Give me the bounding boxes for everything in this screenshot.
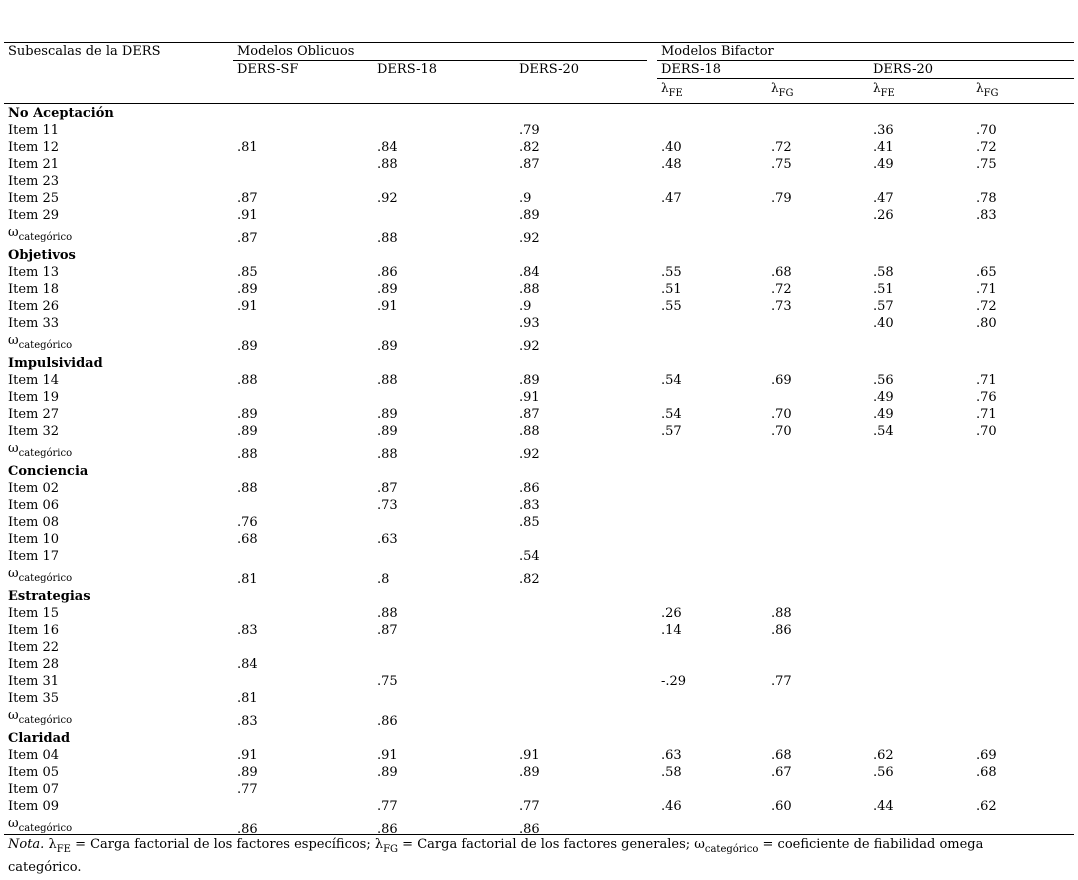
table-cell: .26 <box>661 606 682 621</box>
note-omega-sub: categórico <box>704 844 759 855</box>
item-label: Item 12 <box>8 140 60 155</box>
section-header-row <box>4 105 1074 122</box>
note-fg-text: = Carga factorial de los factores generales; <box>398 837 695 852</box>
table-cell: .75 <box>771 157 792 172</box>
table-cell: .70 <box>771 424 792 439</box>
table-cell: .41 <box>873 140 894 155</box>
table-cell: .88 <box>377 606 398 621</box>
table-cell: .67 <box>771 765 792 780</box>
omega-value: .92 <box>519 231 540 246</box>
table-cell: .89 <box>237 407 258 422</box>
item-label: Item 08 <box>8 515 60 530</box>
table-cell: .84 <box>377 140 398 155</box>
item-label: Item 25 <box>8 191 60 206</box>
table-row <box>4 156 1074 173</box>
table-cell: .47 <box>661 191 682 206</box>
table-cell: .83 <box>519 498 540 513</box>
table-cell: .76 <box>237 515 258 530</box>
item-label: Item 35 <box>8 691 60 706</box>
table-cell: .40 <box>873 316 894 331</box>
lambda-fe-20: $\lambda_{FE}$ <box>873 81 895 99</box>
note-lambda-fg: λ <box>374 837 384 852</box>
table-cell: .79 <box>519 123 540 138</box>
table-row <box>4 673 1074 690</box>
omega-label <box>8 707 72 725</box>
omega-sub: categórico <box>18 823 73 834</box>
table-cell: .89 <box>519 208 540 223</box>
omega-label <box>8 565 72 583</box>
omega-value: .86 <box>519 822 540 837</box>
section-title: Objetivos <box>8 248 76 263</box>
table-cell: .75 <box>377 674 398 689</box>
omega-sub: categórico <box>18 715 73 726</box>
table-row <box>4 264 1074 281</box>
section-title: Claridad <box>8 731 71 746</box>
table-cell: .77 <box>377 799 398 814</box>
bf-ders20-header: DERS-20 <box>873 62 934 77</box>
item-label: Item 07 <box>8 782 60 797</box>
table-cell: .72 <box>771 140 792 155</box>
omega-value: .82 <box>519 572 540 587</box>
table-cell: .77 <box>519 799 540 814</box>
lambda-fg-18: $\lambda_{FG}$ <box>771 81 794 99</box>
table-cell: .91 <box>377 748 398 763</box>
item-label: Item 06 <box>8 498 60 513</box>
omega-symbol: ω <box>8 225 19 240</box>
item-label: Item 22 <box>8 640 60 655</box>
table-cell: .49 <box>873 390 894 405</box>
table-row <box>4 798 1074 815</box>
table-cell: .87 <box>519 407 540 422</box>
ders18-header: DERS-18 <box>377 62 438 77</box>
omega-sub: categórico <box>18 340 73 351</box>
table-row <box>4 690 1074 707</box>
table-cell: .68 <box>771 265 792 280</box>
table-cell: .58 <box>661 765 682 780</box>
lambda-fe-18: $\lambda_{FE}$ <box>661 81 683 99</box>
table-cell: .56 <box>873 373 894 388</box>
table-cell: .54 <box>661 373 682 388</box>
item-label: Item 19 <box>8 390 60 405</box>
ders-sf-header: DERS-SF <box>237 62 299 77</box>
table-cell: .65 <box>976 265 997 280</box>
omega-value: .81 <box>237 572 258 587</box>
omega-symbol: ω <box>8 333 19 348</box>
table-row <box>4 514 1074 531</box>
header-bottom-rule <box>4 103 1074 104</box>
table-cell: .88 <box>237 373 258 388</box>
table-cell: .89 <box>377 765 398 780</box>
table-cell: .81 <box>237 691 258 706</box>
table-row <box>4 781 1074 798</box>
table-cell: .49 <box>873 407 894 422</box>
table-row <box>4 315 1074 332</box>
section-header-row <box>4 247 1074 264</box>
item-label: Item 31 <box>8 674 60 689</box>
table-row <box>4 207 1074 224</box>
note-label: Nota. <box>8 837 45 852</box>
note-fe-text: = Carga factorial de los factores específicos; <box>70 837 375 852</box>
table-cell: .58 <box>873 265 894 280</box>
omega-row <box>4 565 1074 588</box>
table-cell: .91 <box>237 208 258 223</box>
omega-value: .89 <box>377 339 398 354</box>
table-row <box>4 639 1074 656</box>
table-cell: .72 <box>976 299 997 314</box>
table-cell: .89 <box>237 424 258 439</box>
table-cell: .89 <box>237 282 258 297</box>
table-cell: .87 <box>377 481 398 496</box>
bf-ders18-header: DERS-18 <box>661 62 722 77</box>
table-cell: .92 <box>377 191 398 206</box>
note-omega: ω <box>694 837 705 852</box>
item-label: Item 15 <box>8 606 60 621</box>
table-cell: .87 <box>519 157 540 172</box>
col-subscales-header: Subescalas de la DERS <box>8 44 161 59</box>
table-row <box>4 173 1074 190</box>
omega-value: .88 <box>377 231 398 246</box>
section-title: Conciencia <box>8 464 89 479</box>
table-cell: .77 <box>771 674 792 689</box>
table-cell: .88 <box>771 606 792 621</box>
table-cell: .91 <box>237 299 258 314</box>
table-cell: .46 <box>661 799 682 814</box>
omega-label <box>8 815 72 833</box>
table-cell: .40 <box>661 140 682 155</box>
oblique-models-header: Modelos Oblicuos <box>237 44 355 59</box>
table-cell: .81 <box>237 140 258 155</box>
item-label: Item 33 <box>8 316 60 331</box>
table-row <box>4 531 1074 548</box>
item-label: Item 18 <box>8 282 60 297</box>
table-cell: .79 <box>771 191 792 206</box>
note-lambda-fe: λ <box>48 837 57 852</box>
table-cell: .56 <box>873 765 894 780</box>
item-label: Item 32 <box>8 424 60 439</box>
item-label: Item 21 <box>8 157 60 172</box>
note-omega-text: = coeficiente de fiabilidad omega <box>758 837 984 852</box>
table-cell: .54 <box>661 407 682 422</box>
table-cell: .84 <box>237 657 258 672</box>
item-label: Item 23 <box>8 174 60 189</box>
table-cell: .62 <box>873 748 894 763</box>
table-cell: .62 <box>976 799 997 814</box>
table-body <box>4 105 1074 838</box>
table-row <box>4 122 1074 139</box>
note-fe-sub: FE <box>56 844 71 855</box>
ders20-header: DERS-20 <box>519 62 580 77</box>
table-cell: .86 <box>377 265 398 280</box>
table-cell: -.29 <box>661 674 687 689</box>
table-cell: .91 <box>237 748 258 763</box>
table-cell: .78 <box>976 191 997 206</box>
section-title: Impulsividad <box>8 356 103 371</box>
table-cell: .89 <box>377 407 398 422</box>
table-cell: .55 <box>661 265 682 280</box>
table-row <box>4 389 1074 406</box>
table-cell: .69 <box>771 373 792 388</box>
table-row <box>4 548 1074 565</box>
item-label: Item 09 <box>8 799 60 814</box>
item-label: Item 28 <box>8 657 60 672</box>
table-cell: .44 <box>873 799 894 814</box>
item-label: Item 14 <box>8 373 60 388</box>
omega-value: .88 <box>237 447 258 462</box>
table-cell: .48 <box>661 157 682 172</box>
item-label: Item 29 <box>8 208 60 223</box>
table-cell: .91 <box>519 390 540 405</box>
table-cell: .68 <box>237 532 258 547</box>
table-cell: .88 <box>237 481 258 496</box>
table-cell: .89 <box>377 282 398 297</box>
table-cell: .88 <box>519 282 540 297</box>
table-cell: .89 <box>377 424 398 439</box>
omega-value: .86 <box>237 822 258 837</box>
item-label: Item 13 <box>8 265 60 280</box>
item-label: Item 26 <box>8 299 60 314</box>
table-cell: .86 <box>771 623 792 638</box>
table-cell: .72 <box>976 140 997 155</box>
table-cell: .70 <box>976 123 997 138</box>
table-row <box>4 406 1074 423</box>
table-cell: .77 <box>237 782 258 797</box>
table-cell: .71 <box>976 373 997 388</box>
omega-symbol: ω <box>8 708 19 723</box>
table-cell: .85 <box>519 515 540 530</box>
table-cell: .71 <box>976 282 997 297</box>
table-cell: .54 <box>873 424 894 439</box>
ders-table <box>4 42 1074 838</box>
table-header <box>4 42 1074 105</box>
item-label: Item 10 <box>8 532 60 547</box>
section-header-row <box>4 355 1074 372</box>
omega-value: .86 <box>377 822 398 837</box>
table-note <box>8 834 1008 879</box>
table-row <box>4 372 1074 389</box>
table-row <box>4 764 1074 781</box>
item-label: Item 27 <box>8 407 60 422</box>
table-cell: .91 <box>377 299 398 314</box>
note-fg-sub: FG <box>383 844 399 855</box>
table-cell: .54 <box>519 549 540 564</box>
omega-value: .86 <box>377 714 398 729</box>
table-row <box>4 190 1074 207</box>
bifactor-models-header: Modelos Bifactor <box>661 44 774 59</box>
table-cell: .73 <box>377 498 398 513</box>
omega-value: .89 <box>237 339 258 354</box>
table-cell: .75 <box>976 157 997 172</box>
item-label: Item 16 <box>8 623 60 638</box>
omega-label <box>8 224 72 242</box>
table-cell: .26 <box>873 208 894 223</box>
table-cell: .47 <box>873 191 894 206</box>
omega-value: .92 <box>519 339 540 354</box>
table-cell: .76 <box>976 390 997 405</box>
table-cell: .63 <box>377 532 398 547</box>
table-cell: .51 <box>873 282 894 297</box>
table-cell: .91 <box>519 748 540 763</box>
table-cell: .88 <box>377 157 398 172</box>
table-cell: .88 <box>519 424 540 439</box>
table-row <box>4 281 1074 298</box>
section-title: Estrategias <box>8 589 91 604</box>
subheader-rule <box>657 78 1074 79</box>
table-cell: .60 <box>771 799 792 814</box>
omega-row <box>4 440 1074 463</box>
table-row <box>4 423 1074 440</box>
table-row <box>4 656 1074 673</box>
section-header-row <box>4 730 1074 747</box>
table-cell: .68 <box>771 748 792 763</box>
table-cell: .82 <box>519 140 540 155</box>
omega-value: .92 <box>519 447 540 462</box>
table-row <box>4 298 1074 315</box>
omega-row <box>4 224 1074 247</box>
table-cell: .83 <box>237 623 258 638</box>
table-cell: .73 <box>771 299 792 314</box>
table-cell: .85 <box>237 265 258 280</box>
item-label: Item 17 <box>8 549 60 564</box>
table-cell: .57 <box>873 299 894 314</box>
item-label: Item 11 <box>8 123 60 138</box>
table-cell: .63 <box>661 748 682 763</box>
table-cell: .87 <box>377 623 398 638</box>
table-cell: .86 <box>519 481 540 496</box>
omega-row <box>4 707 1074 730</box>
table-cell: .87 <box>237 191 258 206</box>
omega-value: .83 <box>237 714 258 729</box>
table-cell: .70 <box>976 424 997 439</box>
table-cell: .93 <box>519 316 540 331</box>
table-cell: .49 <box>873 157 894 172</box>
table-cell: .36 <box>873 123 894 138</box>
note-line2: categórico. <box>8 860 82 875</box>
table-row <box>4 747 1074 764</box>
table-cell: .51 <box>661 282 682 297</box>
omega-value: .8 <box>377 572 390 587</box>
table-cell: .80 <box>976 316 997 331</box>
table-row <box>4 497 1074 514</box>
table-row <box>4 605 1074 622</box>
omega-label <box>8 440 72 458</box>
table-cell: .70 <box>771 407 792 422</box>
table-cell: .9 <box>519 191 532 206</box>
table-cell: .71 <box>976 407 997 422</box>
omega-value: .88 <box>377 447 398 462</box>
section-title: No Aceptación <box>8 106 114 121</box>
item-label: Item 02 <box>8 481 60 496</box>
table-row <box>4 622 1074 639</box>
table-cell: .57 <box>661 424 682 439</box>
section-header-row <box>4 463 1074 480</box>
table-cell: .55 <box>661 299 682 314</box>
omega-symbol: ω <box>8 566 19 581</box>
table-cell: .72 <box>771 282 792 297</box>
item-label: Item 05 <box>8 765 60 780</box>
omega-sub: categórico <box>18 232 73 243</box>
omega-sub: categórico <box>18 573 73 584</box>
table-cell: .69 <box>976 748 997 763</box>
table-cell: .68 <box>976 765 997 780</box>
lambda-fg-20: $\lambda_{FG}$ <box>976 81 999 99</box>
section-header-row <box>4 588 1074 605</box>
table-row <box>4 480 1074 497</box>
table-cell: .89 <box>237 765 258 780</box>
omega-sub: categórico <box>18 448 73 459</box>
table-cell: .89 <box>519 765 540 780</box>
item-label: Item 04 <box>8 748 60 763</box>
table-cell: .14 <box>661 623 682 638</box>
table-row <box>4 139 1074 156</box>
table-cell: .9 <box>519 299 532 314</box>
omega-row <box>4 332 1074 355</box>
omega-label <box>8 332 72 350</box>
table-cell: .88 <box>377 373 398 388</box>
table-cell: .83 <box>976 208 997 223</box>
omega-value: .87 <box>237 231 258 246</box>
omega-symbol: ω <box>8 441 19 456</box>
table-cell: .89 <box>519 373 540 388</box>
omega-symbol: ω <box>8 816 19 831</box>
table-cell: .84 <box>519 265 540 280</box>
